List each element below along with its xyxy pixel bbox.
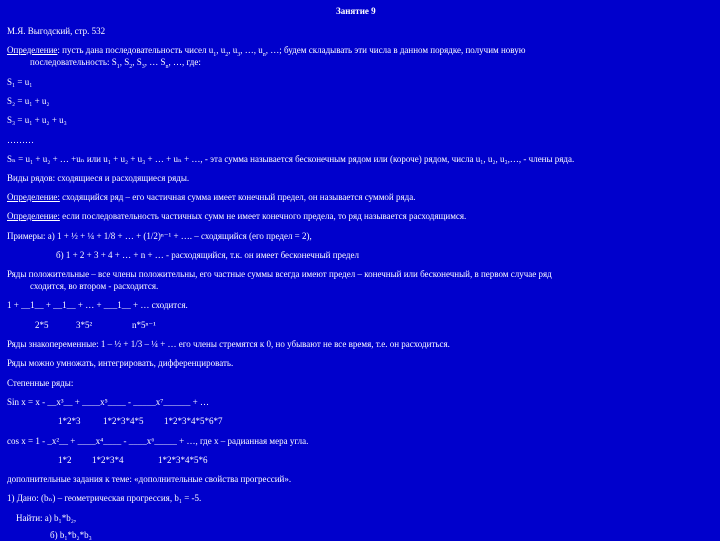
sum-dots: ……… [7, 135, 34, 145]
example-b: б) 1 + 2 + 3 + 4 + … + n + … - расходящийся, т.к. он имеет бесконечный предел [56, 250, 359, 260]
definition-1: Определение: пусть дана последовательность чисел $u_1$, $u_2$, $u_3$, …, $u_n$, …; будем складывать эти числа в данном порядке, получим новую [7, 45, 526, 58]
sum-sn: Sₙ = u₁ + u₂ + … +uₙ или u₁ + u₂ + u₃ + … + uₙ + …, - эта сумма называется бесконечным рядом или (короче) рядом, числа u₁, u₂, u₃,…, - члены ряда. [7, 154, 575, 164]
cos-denominator-3: 1*2*3*4*5*6 [158, 455, 208, 465]
cos-denominator-2: 1*2*3*4 [92, 455, 124, 465]
positive-series-line1: Ряды положительные – все члены положительны, его частные суммы всегда имеют предел – конечный или бесконечный, в первом случае ряд [7, 269, 552, 279]
definition-text: , u [228, 45, 238, 55]
definition-label: Определение: [7, 192, 60, 202]
extra-tasks-heading: дополнительные задания к теме: «дополнительные свойства прогрессий». [7, 474, 292, 484]
sin-denominator-1: 1*2*3 [58, 416, 81, 426]
definition-3 [7, 211, 466, 222]
series-kinds: Виды рядов: сходящиеся и расходящиеся ряды. [7, 173, 190, 183]
definition-text: , S [132, 57, 142, 67]
operations-note: Ряды можно умножать, интегрировать, дифференцировать. [7, 358, 234, 368]
series-example-denominator-3: n*5ⁿ⁻¹ [132, 320, 156, 330]
sin-denominator-3: 1*2*3*4*5*6*7 [164, 416, 223, 426]
definition-text: если последовательность частичных сумм не имеет конечного предела, то ряд называется расходящимся. [59, 211, 467, 221]
definition-text: , u [216, 45, 226, 55]
definition-text: , …; будем складывать эти числа в данном порядке, получим новую [265, 45, 526, 55]
definition-text: , …, u [240, 45, 263, 55]
definition-label: Определение: [7, 211, 60, 221]
task-1-find-a: Найти: а) b₁*b₂, [16, 513, 77, 523]
power-series-heading: Степенные ряды: [7, 378, 74, 388]
alternating-series: Ряды знакопеременные: 1 – ½ + 1/3 – ¼ + … его члены стремятся к 0, но убывают не все время, т.е. он расходиться. [7, 339, 450, 349]
series-example-top: 1 + __1__ + __1__ + … + ___1__ + … сходится. [7, 300, 188, 310]
task-1: 1) Дано: (bₙ) – геометрическая прогрессия, b₁ = -5. [7, 493, 202, 503]
cos-denominator-1: 1*2 [58, 455, 72, 465]
definition-2 [7, 192, 415, 203]
definition-text: , … S [144, 57, 166, 67]
cos-series-top: cos x = 1 - _x²__ + ____x⁴____ - ____x⁶_____ + …, где x – радианная мера угла. [7, 436, 309, 446]
definition-text: , S [119, 57, 130, 67]
task-1-find-b: б) b₁*b₂*b₃ [50, 530, 92, 540]
example-a: Примеры: а) 1 + ½ + ¼ + 1/8 + … + (1/2)ⁿ⁻¹ + …. – сходящийся (его предел = 2), [7, 231, 312, 241]
sin-series-top: Sin x = x - __x³__ + ____x⁵____ - _____x⁷______ + … [7, 397, 209, 407]
sum-s2: S₂ = u₁ + u₂ [7, 96, 50, 106]
source-reference: М.Я. Выгодский, стр. 532 [7, 26, 106, 36]
sum-s1: S₁ = u₁ [7, 77, 33, 87]
sin-denominator-2: 1*2*3*4*5 [103, 416, 144, 426]
series-example-denominator-1: 2*5 [35, 320, 49, 330]
definition-text: последовательность: S [30, 57, 117, 67]
definition-1-line2: последовательность: $S_1$, $S_2$, $S_3$, … $S_n$, …, где: [30, 57, 201, 70]
series-example-denominator-2: 3*5² [76, 320, 93, 330]
definition-text: сходящийся ряд – его частичная сумма имеет конечный предел, он называется суммой ряда. [59, 192, 416, 202]
positive-series-line2: сходится, во втором - расходится. [30, 281, 159, 291]
definition-label: Определение [7, 45, 58, 55]
definition-text: , …, где: [168, 57, 201, 67]
page-title: Занятие 9 [336, 6, 376, 16]
sum-s3: S₃ = u₁ + u₂ + u₃ [7, 115, 67, 125]
definition-text: : пусть дана последовательность чисел u [57, 45, 214, 55]
